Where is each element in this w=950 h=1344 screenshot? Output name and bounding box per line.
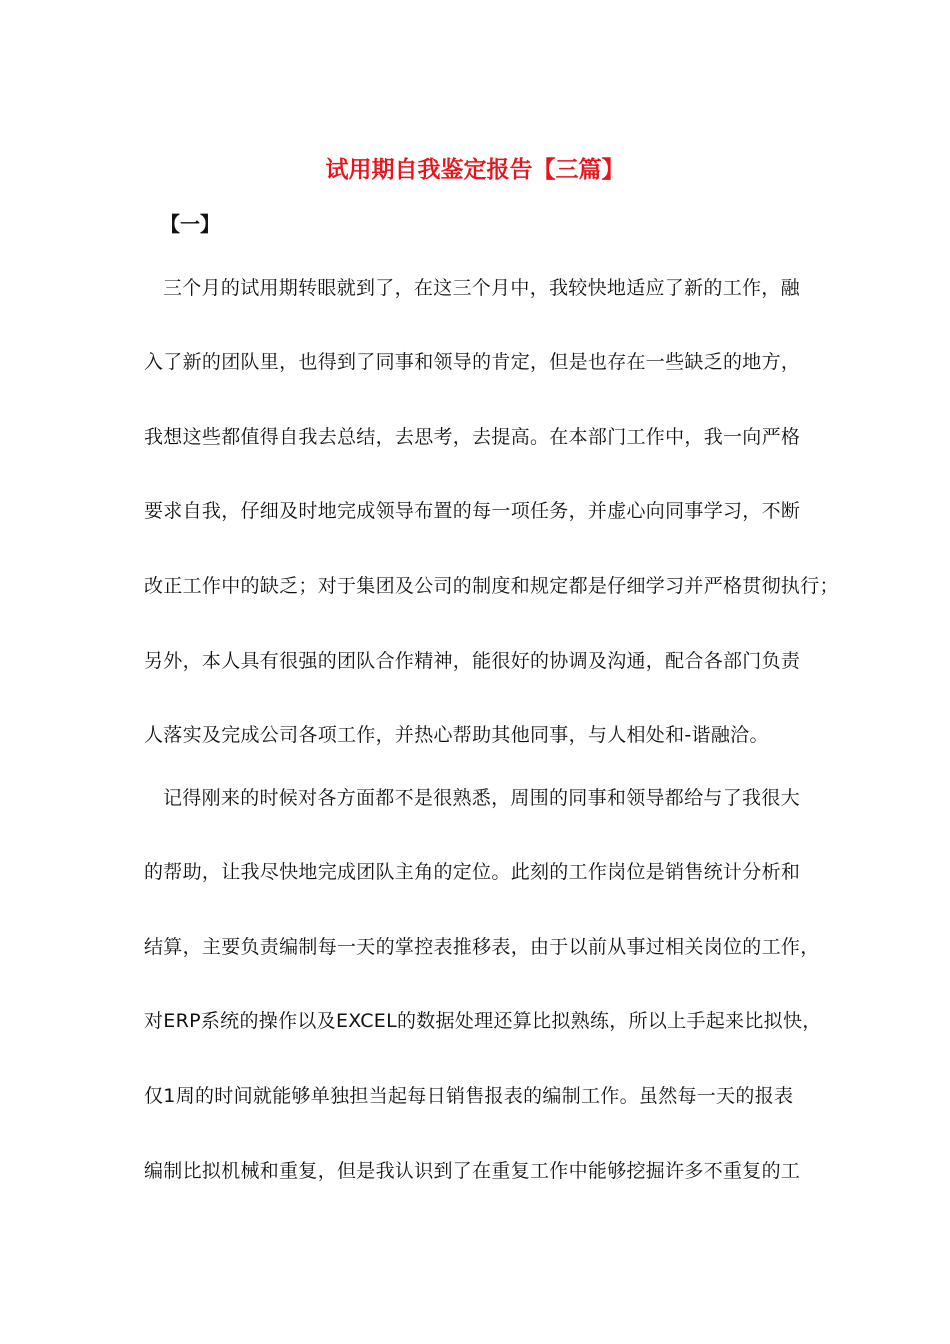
paragraph-line: 仅1周的时间就能够单独担当起每日销售报表的编制工作。虽然每一天的报表 bbox=[144, 1085, 794, 1107]
paragraph-line: 人落实及完成公司各项工作，并热心帮助其他同事，与人相处和-谐融洽。 bbox=[144, 724, 769, 746]
section-label: 【一】 bbox=[160, 212, 220, 236]
paragraph-line: 编制比拟机械和重复，但是我认识到了在重复工作中能够挖掘许多不重复的工 bbox=[144, 1160, 801, 1182]
paragraph-line: 改正工作中的缺乏；对于集团及公司的制度和规定都是仔细学习并严格贯彻执行； bbox=[144, 575, 839, 597]
paragraph-line: 对ERP系统的操作以及EXCEL的数据处理还算比拟熟练，所以上手起来比拟快， bbox=[144, 1010, 822, 1032]
paragraph-line: 入了新的团队里，也得到了同事和领导的肯定，但是也存在一些缺乏的地方， bbox=[144, 351, 801, 373]
paragraph-line: 另外，本人具有很强的团队合作精神，能很好的协调及沟通，配合各部门负责 bbox=[144, 650, 801, 672]
paragraph-line: 我想这些都值得自我去总结，去思考，去提高。在本部门工作中，我一向严格 bbox=[144, 426, 801, 448]
paragraph-line: 三个月的试用期转眼就到了，在这三个月中，我较快地适应了新的工作，融 bbox=[163, 277, 800, 299]
paragraph-line: 记得刚来的时候对各方面都不是很熟悉，周围的同事和领导都给与了我很大 bbox=[163, 787, 800, 809]
paragraph-line: 的帮助，让我尽快地完成团队主角的定位。此刻的工作岗位是销售统计分析和 bbox=[144, 861, 801, 883]
document-title: 试用期自我鉴定报告【三篇】 bbox=[325, 157, 625, 183]
paragraph-line: 要求自我，仔细及时地完成领导布置的每一项任务，并虚心向同事学习，不断 bbox=[144, 500, 801, 522]
paragraph-line: 结算，主要负责编制每一天的掌控表推移表，由于以前从事过相关岗位的工作， bbox=[144, 936, 820, 958]
